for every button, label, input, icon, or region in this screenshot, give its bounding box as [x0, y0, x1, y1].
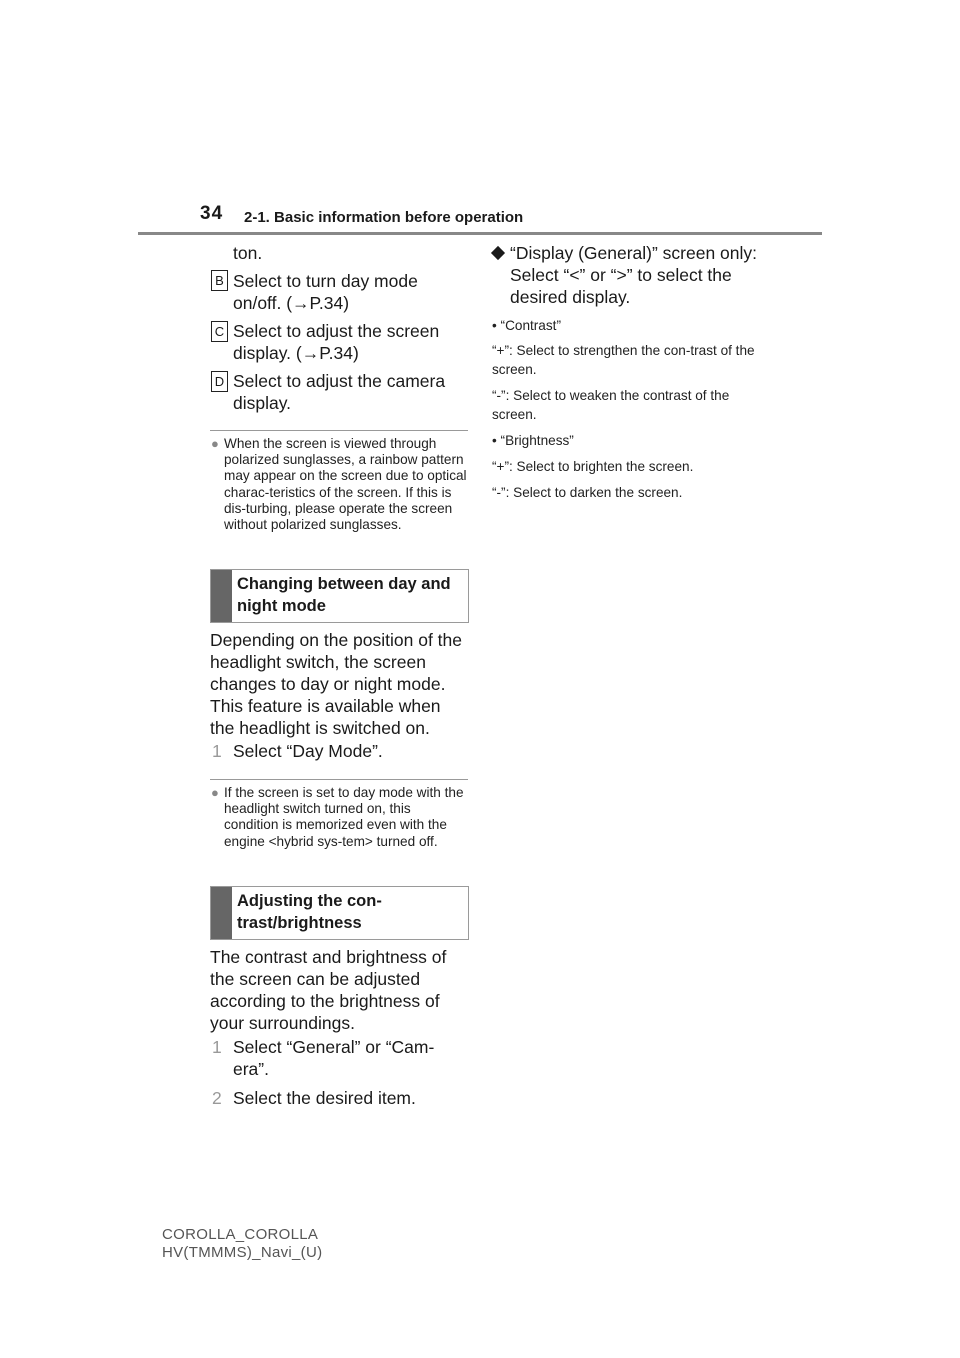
brightness-minus: “-”: Select to darken the screen.: [492, 485, 683, 500]
step-text: Select “Day Mode”.: [233, 741, 383, 761]
label-c: C: [211, 321, 228, 342]
note-rule: [210, 430, 468, 431]
step-number: 2: [212, 1088, 222, 1108]
section-heading: [210, 886, 469, 940]
footer-line: HV(TMMMS)_Navi_(U): [162, 1244, 323, 1261]
label-d: D: [211, 371, 228, 392]
section-title: 2-1. Basic information before operation: [244, 209, 524, 226]
section-body: Depending on the position of the headlight switch, the screen changes to day or night mode. This feature is available when the headlight is switched on.: [210, 630, 462, 738]
step-text: Select the desired item.: [233, 1088, 416, 1108]
footer-line: COROLLA_COROLLA: [162, 1226, 319, 1243]
header-rule: [138, 232, 822, 235]
contrast-plus: “+”: Select to strengthen the con-trast of the screen.: [492, 343, 755, 377]
item-text: ton.: [233, 243, 263, 263]
note-text: When the screen is viewed through polarized sunglasses, a rainbow pattern may appear on the screen due to optical charac-teristics of the screen. If this is dis-turbing, please operate the screen without polarized sunglasses.: [224, 436, 467, 533]
section-heading: [210, 569, 469, 623]
step-number: 1: [212, 1037, 222, 1057]
lead-text: “Display (General)” screen only: Select “<” or “>” to select the desired display.: [510, 243, 758, 307]
note-text: If the screen is set to day mode with the headlight switch turned on, this condition is memorized even with the engine <hybrid sys-tem> turned off.: [224, 785, 464, 849]
footer-model: [162, 1226, 322, 1262]
heading-bar: [211, 570, 232, 622]
contrast-title: • “Contrast”: [492, 318, 561, 333]
item-text: Select to adjust the screen display. (→P.34): [233, 321, 440, 363]
page-number: 34: [200, 203, 224, 224]
heading-text: Adjusting the con-trast/brightness: [237, 892, 382, 932]
diamond-bullet-icon: [491, 246, 505, 260]
heading-bar: [211, 887, 232, 939]
brightness-title: • “Brightness”: [492, 433, 574, 448]
step-text: Select “General” or “Cam-era”.: [233, 1037, 435, 1079]
note-rule: [210, 779, 468, 780]
item-text: Select to adjust the camera display.: [233, 371, 446, 413]
note-bullet-icon: ●: [211, 436, 219, 451]
note-bullet-icon: ●: [211, 785, 219, 800]
item-text: Select to turn day mode on/off. (→P.34): [233, 271, 418, 313]
heading-text: Changing between day and night mode: [237, 575, 451, 615]
label-b: B: [211, 270, 228, 291]
brightness-plus: “+”: Select to brighten the screen.: [492, 459, 694, 474]
step-number: 1: [212, 741, 222, 761]
section-body: The contrast and brightness of the screen can be adjusted according to the brightness of your surroundings.: [210, 947, 447, 1033]
contrast-minus: “-”: Select to weaken the contrast of the screen.: [492, 388, 730, 422]
